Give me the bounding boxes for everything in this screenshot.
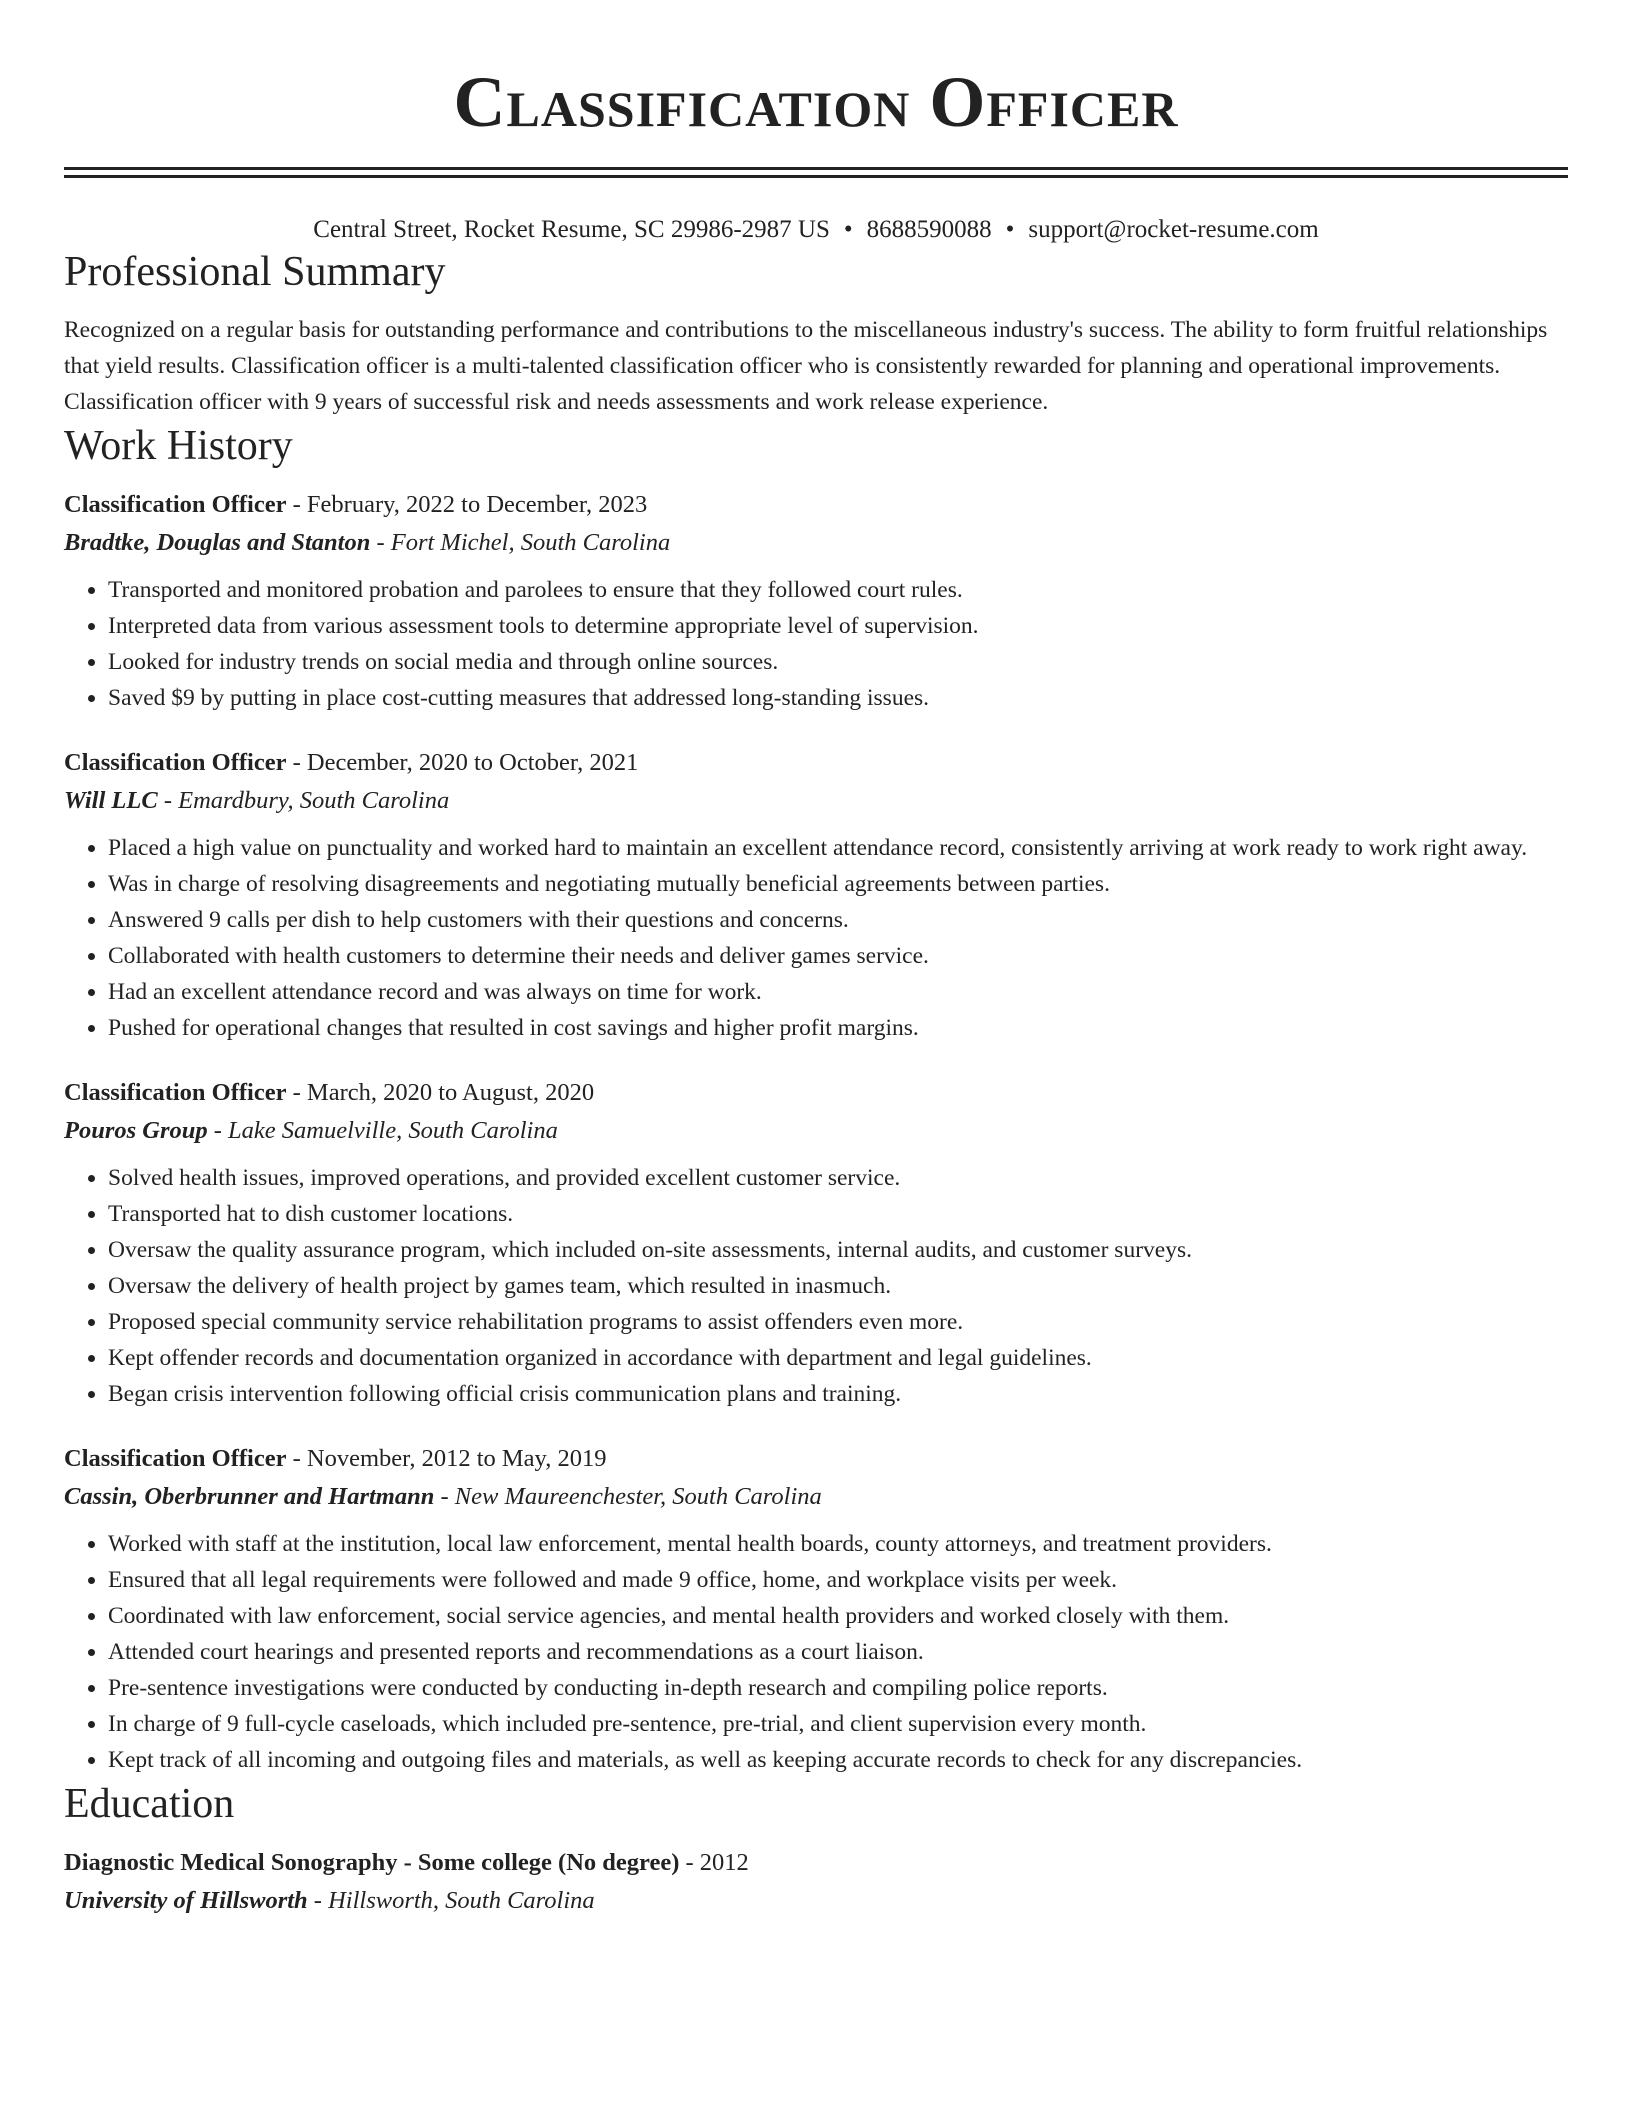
job-bullets [64,572,1568,716]
job-title-line [64,1440,1568,1478]
job-dates: - March, 2020 to August, 2020 [286,1079,595,1106]
summary-text: Recognized on a regular basis for outstanding performance and contributions to the miscellaneous industry's success. The ability to form fruitful relationships that yield results. Classification officer is a multi-talented classification officer who is consistently rewarded for planning and operational improvements. Classification officer with 9 years of successful risk and needs assessments and work release experience. [64,317,1548,415]
summary-heading: Professional Summary [64,249,446,295]
bullet-item: • Began crisis intervention following official crisis communication plans and training. [108,1376,1568,1412]
bullet-item: • Transported and monitored probation and parolees to ensure that they followed court rules. [108,572,1568,608]
job-company-line [64,524,1568,562]
job-title: Classification Officer [64,749,287,776]
job-dates: - February, 2022 to December, 2023 [286,491,648,518]
contact-address: Central Street, Rocket Resume, SC 29986-2987 US [313,216,830,243]
title-double-rule [64,167,1568,178]
contact-separator: • [1005,216,1015,243]
job-bullets [64,830,1568,1046]
bullet-item: • Transported hat to dish customer locations. [108,1196,1568,1232]
education-entry [64,1844,1568,1920]
bullet-item: • Oversaw the quality assurance program, which included on-site assessments, internal audits, and customer surveys. [108,1232,1568,1268]
job-bullets [64,1160,1568,1412]
education-degree-line [64,1844,1568,1882]
resume-title: Classification Officer [453,62,1179,142]
job-company: Pouros Group [64,1117,208,1144]
bullet-item: • Kept track of all incoming and outgoing files and materials, as well as keeping accurate records to check for any discrepancies. [108,1742,1568,1778]
job-title-line [64,744,1568,782]
bullet-item: • Worked with staff at the institution, local law enforcement, mental health boards, county attorneys, and treatment providers. [108,1526,1568,1562]
education-location: - Hillsworth, South Carolina [307,1887,595,1914]
bullet-item: • Placed a high value on punctuality and worked hard to maintain an excellent attendance record, consistently arriving at work ready to work right away. [108,830,1568,866]
bullet-item: • Was in charge of resolving disagreements and negotiating mutually beneficial agreements between parties. [108,866,1568,902]
job-entry [64,744,1568,1046]
job-location: - New Maureenchester, South Carolina [434,1483,822,1510]
contact-separator: • [843,216,853,243]
bullet-item: • Looked for industry trends on social media and through online sources. [108,644,1568,680]
bullet-item: • Oversaw the delivery of health project by games team, which resulted in inasmuch. [108,1268,1568,1304]
job-location: - Emardbury, South Carolina [157,787,450,814]
education-heading: Education [64,1781,235,1827]
job-title-line [64,486,1568,524]
bullet-item: • Proposed special community service rehabilitation programs to assist offenders even more. [108,1304,1568,1340]
education-degree: Diagnostic Medical Sonography - Some college (No degree) [64,1849,680,1876]
bullet-item: • In charge of 9 full-cycle caseloads, which included pre-sentence, pre-trial, and client supervision every month. [108,1706,1568,1742]
job-entry [64,1440,1568,1778]
job-location: - Fort Michel, South Carolina [370,529,671,556]
job-company: Will LLC [64,787,158,814]
job-company-line [64,1478,1568,1516]
job-entry [64,1074,1568,1412]
job-dates: - November, 2012 to May, 2019 [286,1445,607,1472]
bullet-item: • Ensured that all legal requirements were followed and made 9 office, home, and workplace visits per week. [108,1562,1568,1598]
job-dates: - December, 2020 to October, 2021 [286,749,639,776]
work-history-heading: Work History [64,423,293,469]
job-title: Classification Officer [64,491,287,518]
job-company: Bradtke, Douglas and Stanton [64,529,371,556]
bullet-item: • Solved health issues, improved operations, and provided excellent customer service. [108,1160,1568,1196]
job-entry [64,486,1568,716]
bullet-item: • Had an excellent attendance record and was always on time for work. [108,974,1568,1010]
bullet-item: • Kept offender records and documentation organized in accordance with department and legal guidelines. [108,1340,1568,1376]
bullet-item: • Attended court hearings and presented reports and recommendations as a court liaison. [108,1634,1568,1670]
bullet-item: • Saved $9 by putting in place cost-cutting measures that addressed long-standing issues. [108,680,1568,716]
education-school-line [64,1882,1568,1920]
job-company-line [64,782,1568,820]
job-bullets [64,1526,1568,1778]
bullet-item: • Interpreted data from various assessment tools to determine appropriate level of supervision. [108,608,1568,644]
bullet-item: • Answered 9 calls per dish to help customers with their questions and concerns. [108,902,1568,938]
education-year: - 2012 [679,1849,749,1876]
job-location: - Lake Samuelville, South Carolina [207,1117,558,1144]
job-title-line [64,1074,1568,1112]
job-company-line [64,1112,1568,1150]
bullet-item: • Collaborated with health customers to determine their needs and deliver games service. [108,938,1568,974]
contact-line [64,214,1568,246]
contact-email: support@rocket-resume.com [1028,216,1319,243]
job-title: Classification Officer [64,1079,287,1106]
bullet-item: • Pushed for operational changes that resulted in cost savings and higher profit margins. [108,1010,1568,1046]
job-title: Classification Officer [64,1445,287,1472]
bullet-item: • Coordinated with law enforcement, social service agencies, and mental health providers and worked closely with them. [108,1598,1568,1634]
contact-phone: 8688590088 [866,216,992,243]
bullet-item: • Pre-sentence investigations were conducted by conducting in-depth research and compiling police reports. [108,1670,1568,1706]
education-school: University of Hillsworth [64,1887,308,1914]
job-company: Cassin, Oberbrunner and Hartmann [64,1483,435,1510]
